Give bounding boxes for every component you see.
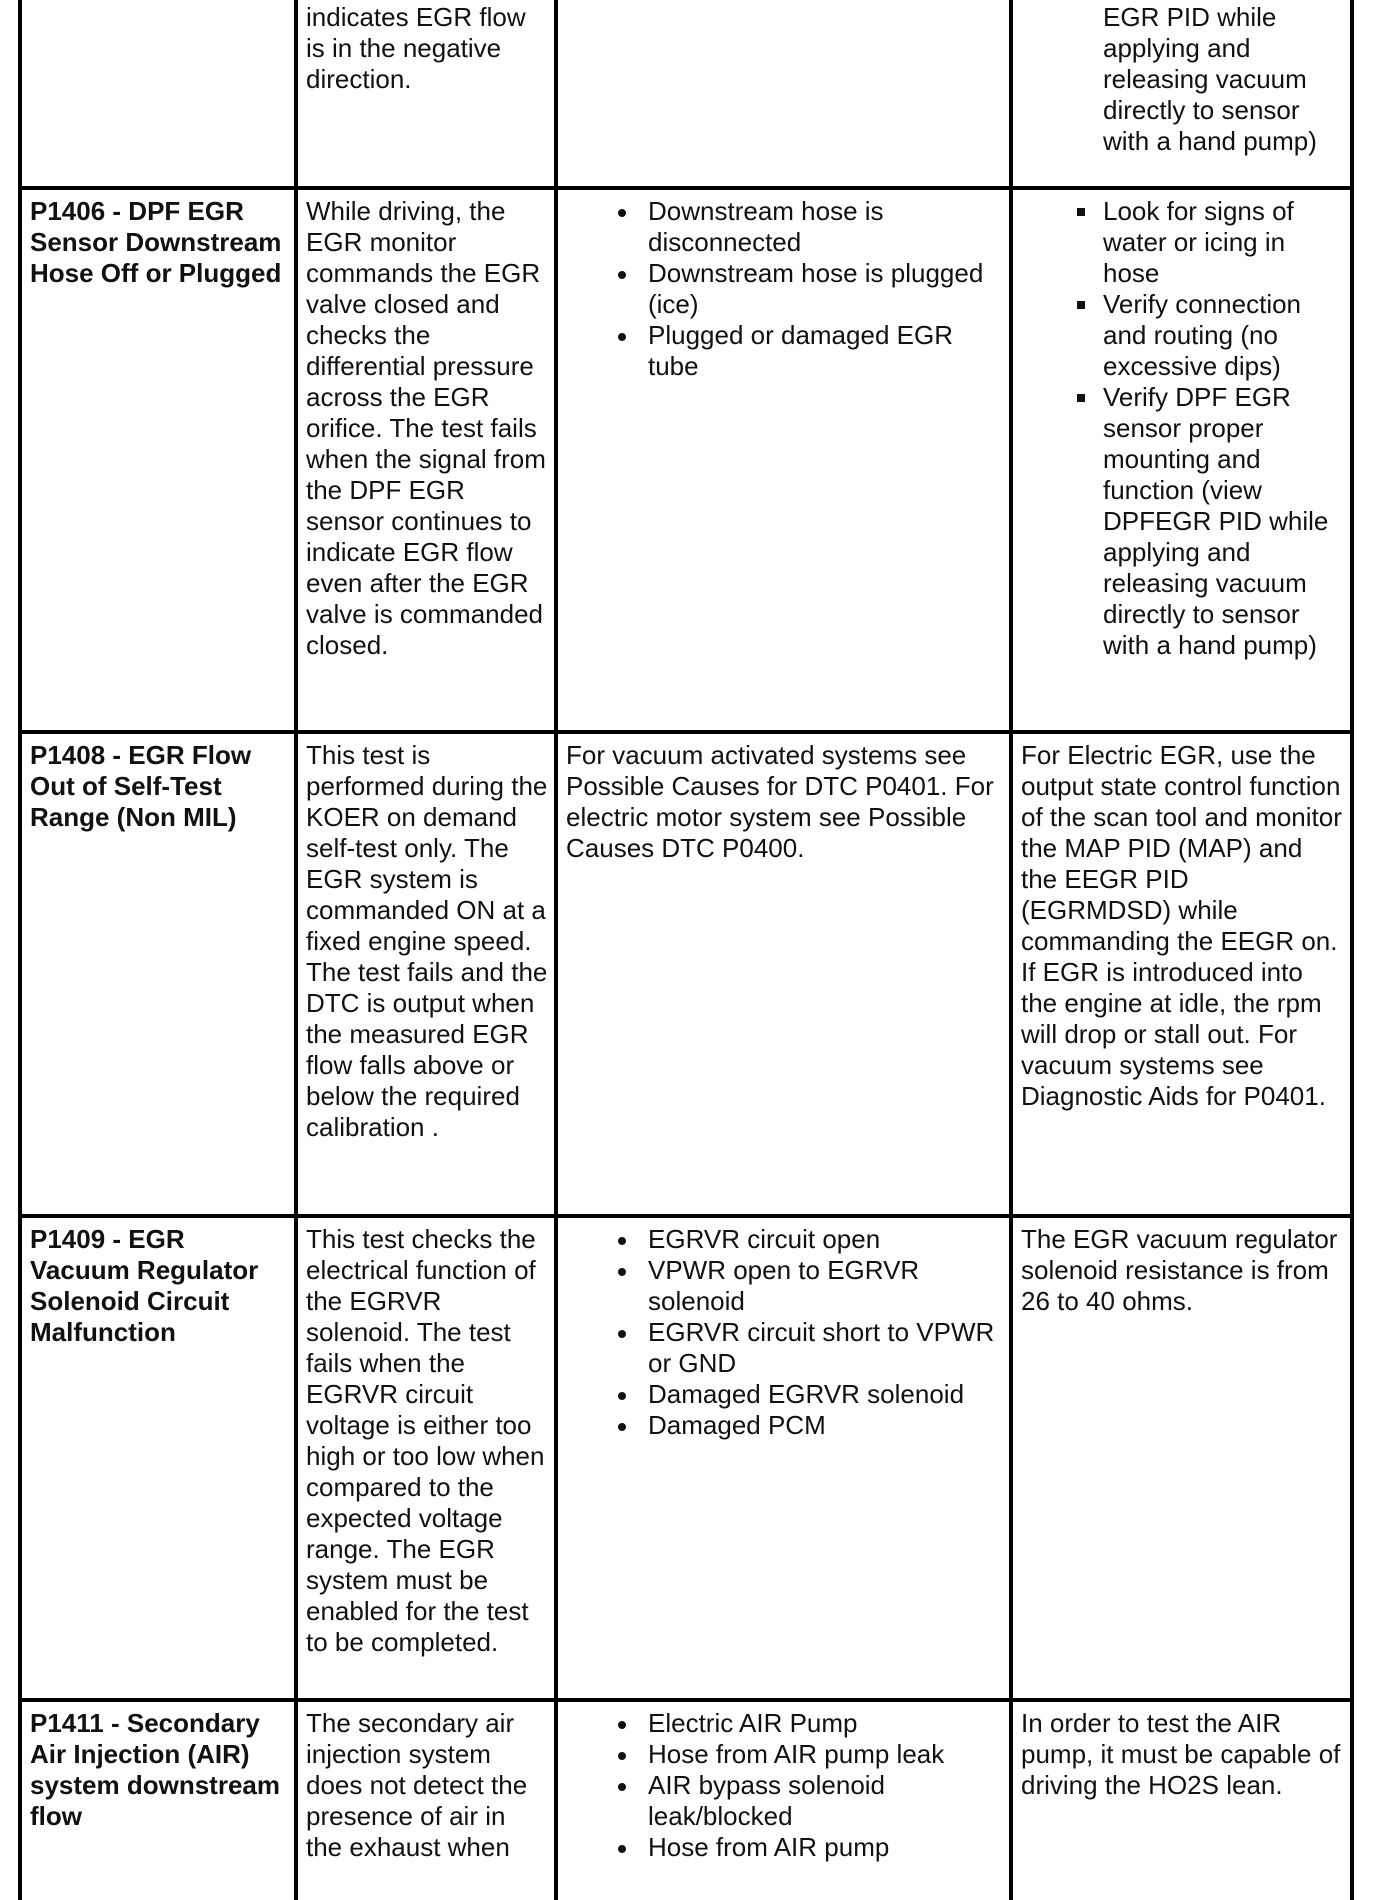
description-cell <box>296 188 556 732</box>
dtc-code-cell <box>20 1700 296 1900</box>
description-cell <box>296 1216 556 1700</box>
dtc-code-cell <box>20 188 296 732</box>
possible-causes-text: For vacuum activated systems see Possible Causes for DTC P0401. For electric motor system see Possible Causes DTC P0400. <box>566 740 994 863</box>
monitor-description: While driving, the EGR monitor commands the EGR valve closed and checks the differential pressure across the EGR orifice. The test fails when the signal from the DPF EGR sensor continues to indicate EGR flow even after the EGR valve is commanded closed. <box>306 196 546 660</box>
dtc-table-body <box>20 0 1352 1900</box>
list-item: Plugged or damaged EGR tube <box>566 320 1003 382</box>
possible-causes-list <box>566 196 1003 382</box>
diagnostic-aids-list <box>1021 196 1344 661</box>
diagnostic-aids-list <box>1021 2 1344 157</box>
diagnostic-aids-cell <box>1011 1216 1352 1700</box>
possible-causes-cell <box>556 188 1011 732</box>
dtc-code-cell <box>20 0 296 188</box>
list-item: Hose from AIR pump leak <box>566 1739 1003 1770</box>
diagnostic-aids-cell <box>1011 732 1352 1216</box>
dtc-code-cell <box>20 732 296 1216</box>
list-item: AIR bypass solenoid leak/blocked <box>566 1770 1003 1832</box>
list-item: Downstream hose is disconnected <box>566 196 1003 258</box>
dtc-code: P1406 - DPF EGR Sensor Downstream Hose Off or Plugged <box>30 196 282 288</box>
diagnostic-aids-cell <box>1011 0 1352 188</box>
diagnostic-aids-text: For Electric EGR, use the output state control function of the scan tool and monitor the MAP PID (MAP) and the EEGR PID (EGRMDSD) while commanding the EEGR on. If EGR is introduced into the engine at idle, the rpm will drop or stall out. For vacuum systems see Diagnostic Aids for P0401. <box>1021 740 1342 1111</box>
dtc-code: P1408 - EGR Flow Out of Self-Test Range (Non MIL) <box>30 740 252 832</box>
dtc-table <box>18 0 1354 1900</box>
diagnostic-aids-text: The EGR vacuum regulator solenoid resistance is from 26 to 40 ohms. <box>1021 1224 1338 1316</box>
list-item: EGRVR circuit open <box>566 1224 1003 1255</box>
possible-causes-cell <box>556 0 1011 188</box>
diagnostic-aids-text: In order to test the AIR pump, it must be capable of driving the HO2S lean. <box>1021 1708 1341 1800</box>
table-row <box>20 732 1352 1216</box>
possible-causes-cell <box>556 1216 1011 1700</box>
list-item: Damaged EGRVR solenoid <box>566 1379 1003 1410</box>
monitor-description: indicates EGR flow is in the negative direction. <box>306 2 526 94</box>
monitor-description: This test checks the electrical function of the EGRVR solenoid. The test fails when the EGRVR circuit voltage is either too high or too low when compared to the expected voltage range. The EGR system must be enabled for the test to be completed. <box>306 1224 545 1657</box>
possible-causes-list <box>566 1224 1003 1441</box>
table-row <box>20 188 1352 732</box>
dtc-code-cell <box>20 1216 296 1700</box>
list-item: Look for signs of water or icing in hose <box>1021 196 1344 289</box>
list-item: EGR PID while applying and releasing vacuum directly to sensor with a hand pump) <box>1103 2 1317 156</box>
diagnostic-aids-cell <box>1011 1700 1352 1900</box>
possible-causes-list <box>566 1708 1003 1863</box>
list-item: EGRVR circuit short to VPWR or GND <box>566 1317 1003 1379</box>
monitor-description: The secondary air injection system does not detect the presence of air in the exhaust when <box>306 1708 528 1862</box>
table-row <box>20 1700 1352 1900</box>
monitor-description: This test is performed during the KOER on demand self-test only. The EGR system is commanded ON at a fixed engine speed. The test fails and the DTC is output when the measured EGR flow falls above or below the required calibration . <box>306 740 548 1142</box>
table-row <box>20 1216 1352 1700</box>
description-cell <box>296 1700 556 1900</box>
table-row <box>20 0 1352 188</box>
list-item: VPWR open to EGRVR solenoid <box>566 1255 1003 1317</box>
list-item: Verify connection and routing (no excessive dips) <box>1021 289 1344 382</box>
list-item: Electric AIR Pump <box>566 1708 1003 1739</box>
diagnostic-aids-cell <box>1011 188 1352 732</box>
dtc-code: P1411 - Secondary Air Injection (AIR) system downstream flow <box>30 1708 280 1831</box>
description-cell <box>296 732 556 1216</box>
list-item: Verify DPF EGR sensor proper mounting and function (view DPFEGR PID while applying and releasing vacuum directly to sensor with a hand pump) <box>1021 382 1344 661</box>
possible-causes-cell <box>556 732 1011 1216</box>
list-item: Damaged PCM <box>566 1410 1003 1441</box>
description-cell <box>296 0 556 188</box>
possible-causes-cell <box>556 1700 1011 1900</box>
dtc-code: P1409 - EGR Vacuum Regulator Solenoid Circuit Malfunction <box>30 1224 259 1347</box>
list-item: Downstream hose is plugged (ice) <box>566 258 1003 320</box>
list-item: Hose from AIR pump <box>566 1832 1003 1863</box>
